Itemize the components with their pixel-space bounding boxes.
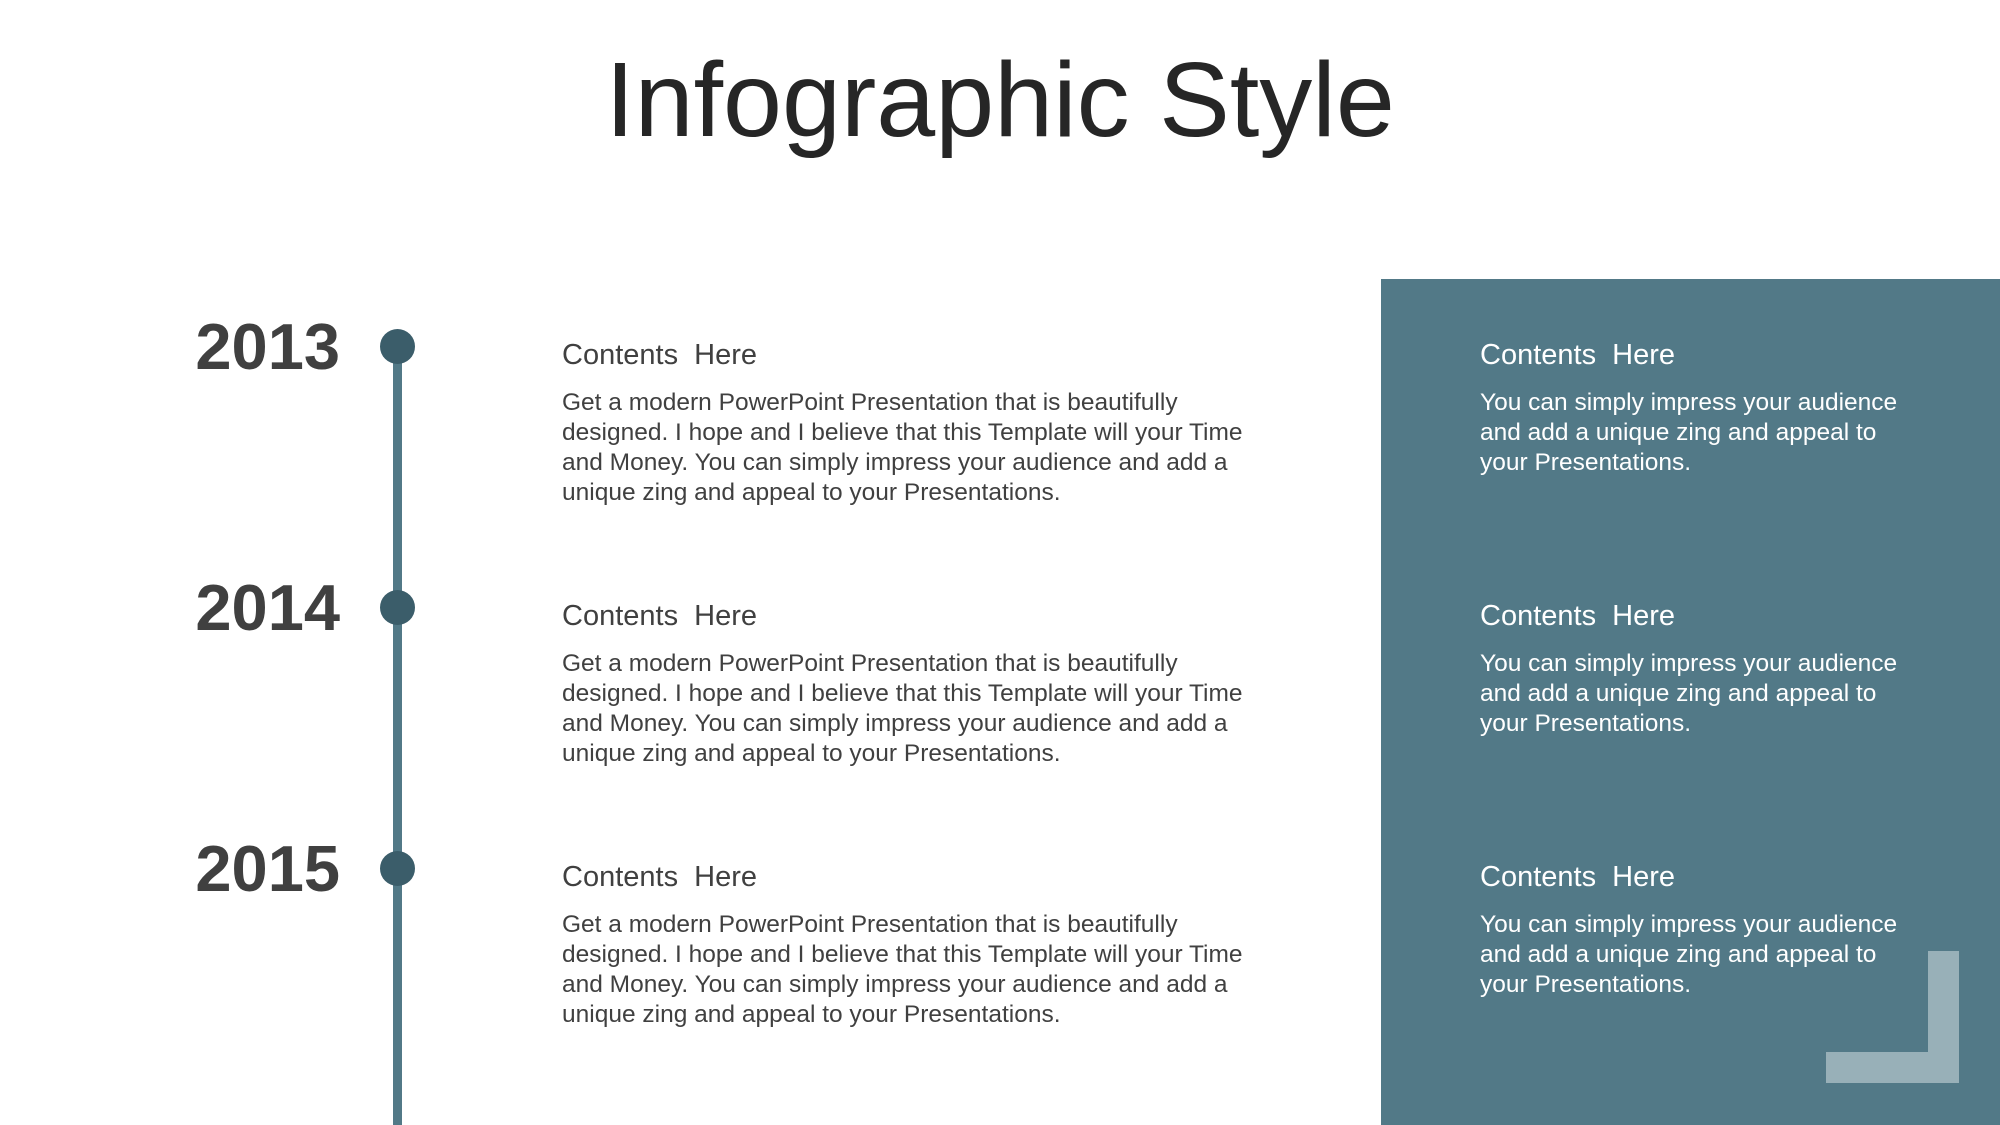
year-label: 2014 bbox=[195, 571, 340, 644]
panel-description: You can simply impress your audience and add a unique zing and appeal to your Presentations. bbox=[1480, 389, 1898, 476]
corner-decoration-horizontal bbox=[1826, 1052, 1959, 1083]
row-description: Get a modern PowerPoint Presentation that is beautifully designed. I hope and I believe that this Template will your Time and Money. You can simply impress your audience and add a unique zing and appeal to your Presentations. bbox=[562, 389, 1243, 506]
timeline-dot bbox=[380, 851, 415, 886]
timeline-dot bbox=[380, 590, 415, 625]
row-heading: Contents Here bbox=[562, 600, 758, 632]
timeline-line bbox=[393, 345, 402, 1125]
row-heading: Contents Here bbox=[562, 339, 758, 371]
panel-description: You can simply impress your audience and add a unique zing and appeal to your Presentations. bbox=[1480, 911, 1898, 998]
timeline-dot bbox=[380, 329, 415, 364]
panel-heading: Contents Here bbox=[1480, 600, 1676, 632]
row-description: Get a modern PowerPoint Presentation that is beautifully designed. I hope and I believe that this Template will your Time and Money. You can simply impress your audience and add a unique zing and appeal to your Presentations. bbox=[562, 650, 1243, 767]
panel-heading: Contents Here bbox=[1480, 339, 1676, 371]
panel-heading: Contents Here bbox=[1480, 861, 1676, 893]
year-label: 2013 bbox=[195, 310, 340, 383]
panel-description: You can simply impress your audience and add a unique zing and appeal to your Presentations. bbox=[1480, 650, 1898, 737]
row-description: Get a modern PowerPoint Presentation that is beautifully designed. I hope and I believe that this Template will your Time and Money. You can simply impress your audience and add a unique zing and appeal to your Presentations. bbox=[562, 911, 1243, 1028]
slide-title: Infographic Style bbox=[605, 41, 1395, 159]
year-label: 2015 bbox=[195, 832, 340, 905]
row-heading: Contents Here bbox=[562, 861, 758, 893]
